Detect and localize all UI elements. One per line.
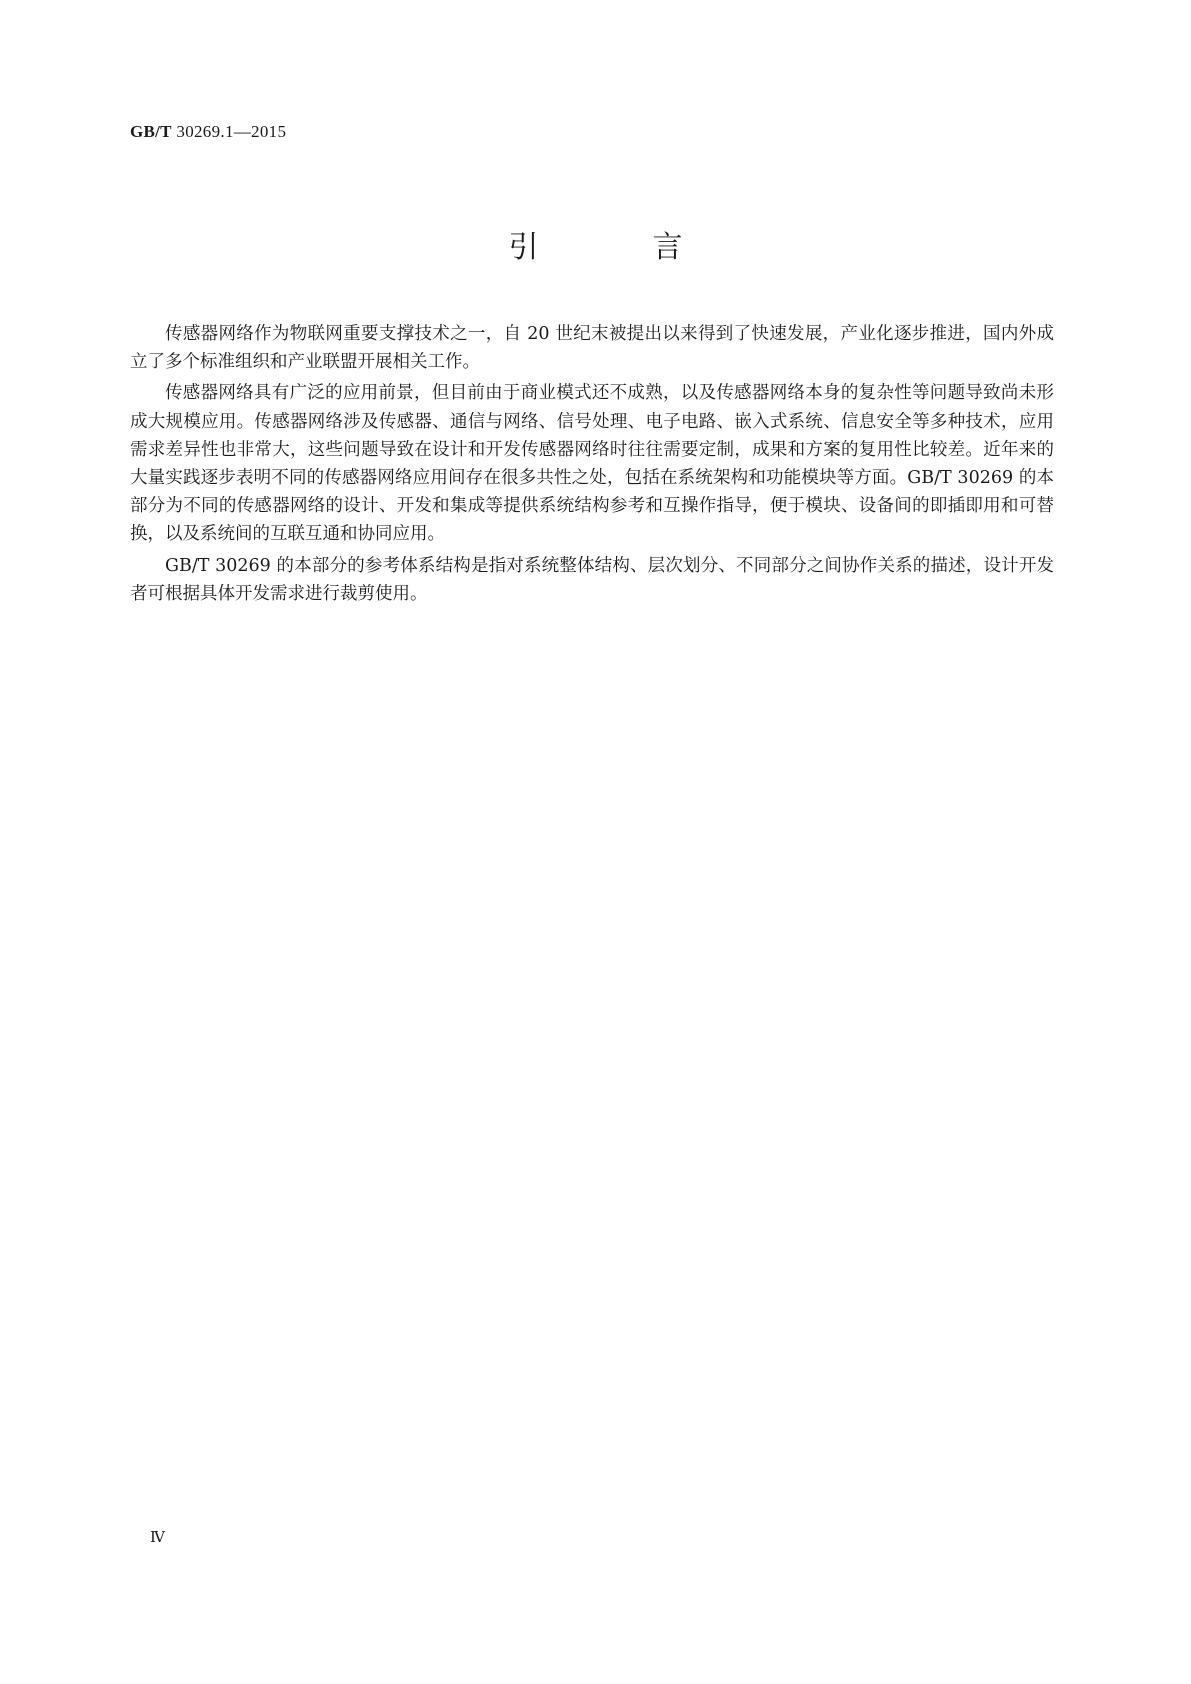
standard-code — [130, 122, 286, 142]
paragraph-3: GB/T 30269 的本部分的参考体系结构是指对系统整体结构、层次划分、不同部分之间协作关系的描述，设计开发者可根据具体开发需求进行裁剪使用。 — [130, 555, 1054, 604]
paragraph-1: 传感器网络作为物联网重要支撑技术之一，自 20 世纪末被提出以来得到了快速发展，产业化逐步推进，国内外成立了多个标准组织和产业联盟开展相关工作。 — [130, 324, 1054, 373]
introduction-body — [130, 320, 1054, 611]
paragraph-2: 传感器网络具有广泛的应用前景，但目前由于商业模式还不成熟，以及传感器网络本身的复杂性等问题导致尚未形成大规模应用。传感器网络涉及传感器、通信与网络、信号处理、电子电路、嵌入式系统、信息安全等多种技术，应用需求差异性也非常大，这些问题导致在设计和开发传感器网络时往往需要定制，成果和方案的复用性比较差。近年来的大量实践逐步表明不同的传感器网络应用间存在很多共性之处，包括在系统架构和功能模块等方面。GB/T 30269 的本部分为不同的传感器网络的设计、开发和集成等提供系统结构参考和互操作指导，便于模块、设备间的即插即用和可替换，以及系统间的互联互通和协同应用。 — [130, 383, 1054, 545]
standard-prefix: GB/T — [130, 122, 172, 141]
page-title: 引 言 — [508, 230, 725, 265]
standard-number: 30269.1—2015 — [176, 122, 287, 141]
page-number: Ⅳ — [150, 1530, 165, 1546]
